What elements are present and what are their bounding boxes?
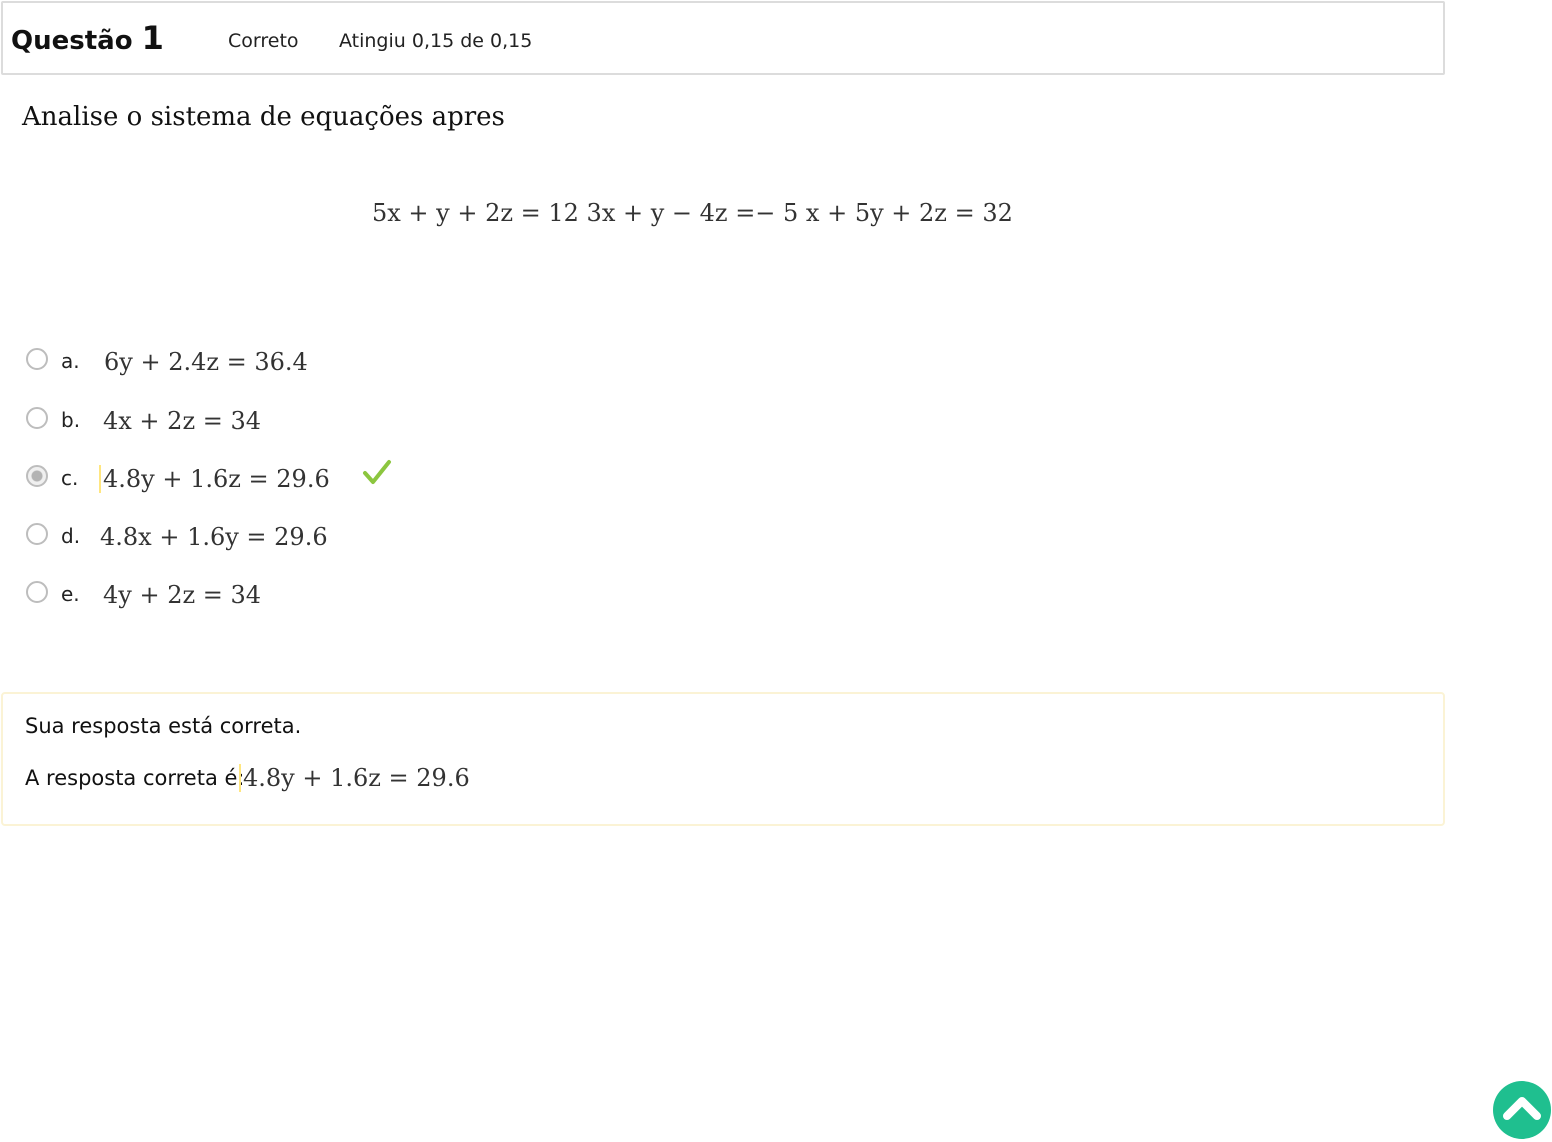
- option-math: 4.8y + 1.6z = 29.6: [99, 465, 330, 493]
- option-math: 4.8x + 1.6y = 29.6: [100, 523, 328, 551]
- radio-button[interactable]: [26, 407, 48, 429]
- question-info-bar: [1, 1, 1445, 75]
- radio-button[interactable]: [26, 348, 48, 370]
- option-math: 4x + 2z = 34: [103, 407, 261, 435]
- option-math: 6y + 2.4z = 36.4: [104, 348, 308, 376]
- question-title: [11, 19, 164, 57]
- question-text: Analise o sistema de equações apres: [22, 102, 505, 132]
- radio-button[interactable]: [26, 581, 48, 603]
- radio-button-selected[interactable]: [26, 465, 48, 487]
- option-letter: a.: [61, 349, 80, 373]
- option-letter: b.: [61, 408, 81, 432]
- feedback-panel: [1, 692, 1445, 826]
- equation-system: 5x + y + 2z = 12 3x + y − 4z =− 5 x + 5y + 2z = 32: [372, 199, 1013, 227]
- option-letter: d.: [61, 524, 81, 548]
- question-number: 1: [141, 19, 164, 57]
- feedback-message: Sua resposta está correta.: [25, 714, 302, 738]
- option-letter: e.: [61, 582, 80, 606]
- option-math: 4y + 2z = 34: [103, 581, 262, 609]
- radio-button[interactable]: [26, 523, 48, 545]
- correct-answer-label: A resposta correta é:: [25, 766, 245, 790]
- checkmark-icon: [362, 457, 392, 491]
- correct-answer-math: 4.8y + 1.6z = 29.6: [239, 764, 470, 792]
- chevron-up-icon: [1493, 1081, 1551, 1139]
- option-letter: c.: [61, 466, 79, 490]
- back-to-top-button[interactable]: [1493, 1081, 1551, 1139]
- question-state: Correto: [228, 30, 299, 52]
- question-grade: Atingiu 0,15 de 0,15: [339, 30, 533, 52]
- question-label: Questão: [11, 26, 133, 56]
